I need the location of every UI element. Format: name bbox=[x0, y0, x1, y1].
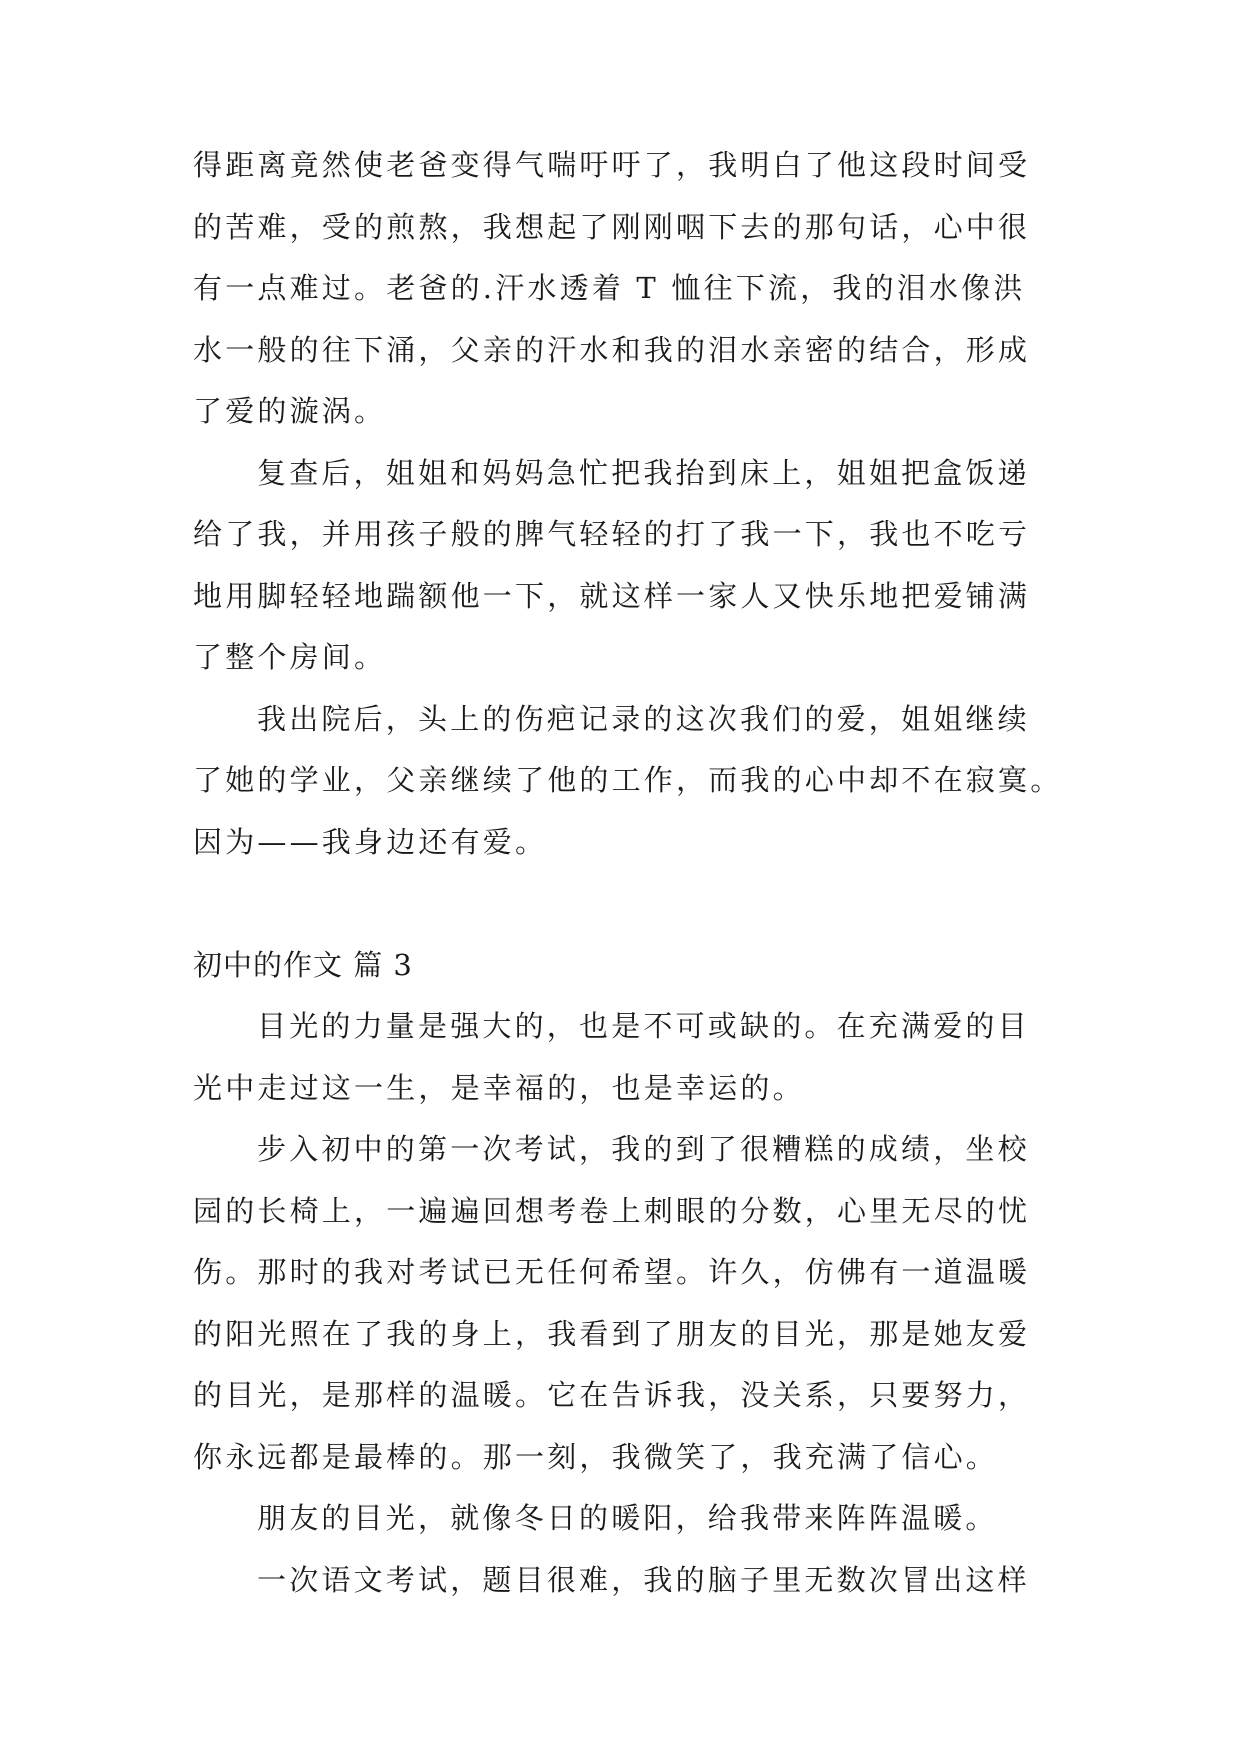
text-line: 给了我，并用孩子般的脾气轻轻的打了我一下，我也不吃亏 bbox=[193, 517, 1031, 551]
section-gap bbox=[193, 873, 1053, 935]
text-line: 目光的力量是强大的，也是不可或缺的。在充满爱的目 bbox=[257, 1009, 1030, 1043]
text-line: 了整个房间。 bbox=[193, 640, 387, 674]
paragraph-friend-gaze bbox=[193, 1488, 1053, 1550]
text-line: 伤。那时的我对考试已无任何希望。许久，仿佛有一道温暖 bbox=[193, 1255, 1031, 1289]
paragraph-continuation bbox=[193, 135, 1053, 443]
paragraph-discharge bbox=[193, 689, 1063, 874]
text-line: 有一点难过。老爸的.汗水透着 T 恤往下流，我的泪水像洪 bbox=[193, 271, 1026, 305]
paragraph-chinese-exam bbox=[193, 1550, 1053, 1612]
text-line: 因为——我身边还有爱。 bbox=[193, 824, 548, 859]
text-line: 了她的学业，父亲继续了他的工作，而我的心中却不在寂寞。 bbox=[193, 763, 1063, 797]
text-line: 的苦难，受的煎熬，我想起了刚刚咽下去的那句话，心中很 bbox=[193, 209, 1031, 244]
text-line: 你永远都是最棒的。那一刻，我微笑了，我充满了信心。 bbox=[193, 1439, 999, 1474]
document-page bbox=[193, 135, 1063, 1611]
text-line: 园的长椅上，一遍遍回想考卷上刺眼的分数，心里无尽的忧 bbox=[193, 1193, 1031, 1228]
paragraph-first-exam bbox=[193, 1119, 1053, 1488]
text-line: 复查后，姐姐和妈妈急忙把我抬到床上，姐姐把盒饭递 bbox=[257, 455, 1030, 490]
text-line: 光中走过这一生，是幸福的，也是幸运的。 bbox=[193, 1070, 805, 1105]
paragraph-recheck bbox=[193, 443, 1053, 689]
text-line: 我出院后，头上的伤疤记录的这次我们的爱，姐姐继续 bbox=[257, 701, 1030, 736]
text-line: 步入初中的第一次考试，我的到了很糟糕的成绩，坐校 bbox=[257, 1132, 1030, 1166]
text-line: 得距离竟然使老爸变得气喘吁吁了，我明白了他这段时间受 bbox=[193, 148, 1031, 182]
paragraph-gaze-power bbox=[193, 996, 1053, 1119]
text-line: 朋友的目光，就像冬日的暖阳，给我带来阵阵温暖。 bbox=[257, 1501, 998, 1535]
text-line: 地用脚轻轻地踹额他一下，就这样一家人又快乐地把爱铺满 bbox=[193, 578, 1031, 613]
section-title: 初中的作文 篇 3 bbox=[193, 947, 413, 982]
text-line: 的阳光照在了我的身上，我看到了朋友的目光，那是她友爱 bbox=[193, 1316, 1031, 1351]
text-line: 了爱的漩涡。 bbox=[193, 394, 387, 428]
text-line: 一次语文考试，题目很难，我的脑子里无数次冒出这样 bbox=[257, 1562, 1030, 1597]
text-line: 的目光，是那样的温暖。它在告诉我，没关系，只要努力， bbox=[193, 1378, 1031, 1412]
text-line: 水一般的往下涌，父亲的汗水和我的泪水亲密的结合，形成 bbox=[193, 332, 1031, 367]
